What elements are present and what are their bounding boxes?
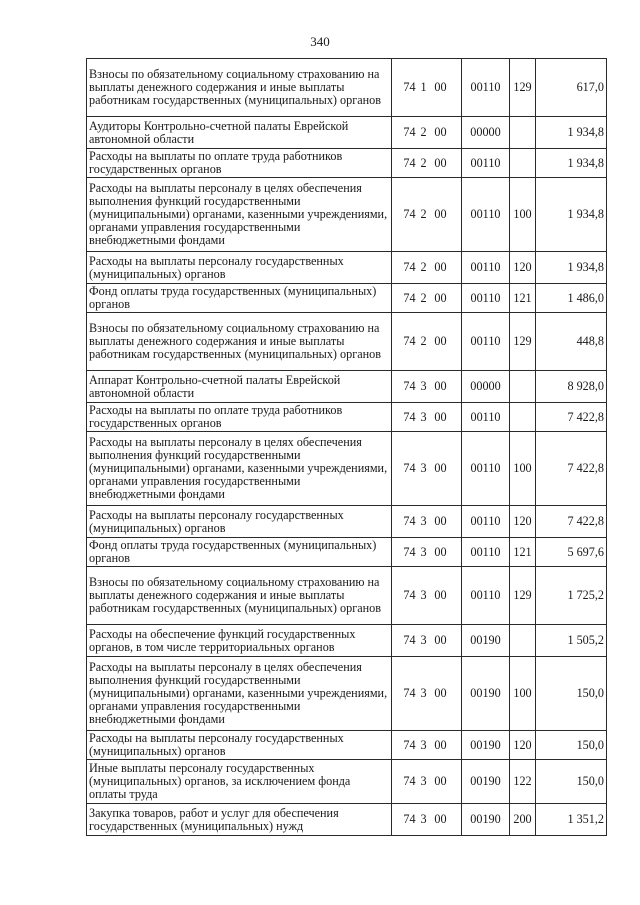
table-row xyxy=(87,760,607,804)
table-row xyxy=(87,313,607,371)
table-row xyxy=(87,178,607,252)
expense-type-cell: 120 xyxy=(510,506,536,538)
program-code-cell xyxy=(392,59,462,117)
table-row xyxy=(87,567,607,625)
budget-table xyxy=(86,58,607,836)
expense-name-cell: Аудиторы Контрольно-счетной палаты Еврейской автономной области xyxy=(87,117,392,149)
expense-type-cell: 129 xyxy=(510,313,536,371)
table-row xyxy=(87,432,607,506)
program-code-part: 00 xyxy=(434,207,447,221)
program-code-cell xyxy=(392,625,462,657)
program-code-part: 74 xyxy=(403,633,416,647)
table-row xyxy=(87,538,607,567)
amount-cell: 1 934,8 xyxy=(536,252,607,284)
program-code-part: 3 xyxy=(420,409,427,424)
program-code-part: 74 xyxy=(403,812,416,826)
amount-cell: 448,8 xyxy=(536,313,607,371)
amount-cell: 7 422,8 xyxy=(536,403,607,432)
expense-type-cell: 120 xyxy=(510,731,536,760)
program-code-cell xyxy=(392,657,462,731)
expense-type-cell: 100 xyxy=(510,178,536,252)
program-code-part: 3 xyxy=(420,514,427,528)
direction-code-cell: 00000 xyxy=(462,117,510,149)
program-code-part: 00 xyxy=(434,379,447,393)
table-row xyxy=(87,117,607,149)
program-code-part: 00 xyxy=(434,334,447,348)
program-code-part: 00 xyxy=(434,125,447,139)
expense-name-cell: Расходы на выплаты персоналу в целях обеспечения выполнения функций государственными (муниципальными) органами, казенными учреждениями, органами управления государственными внебюджетными фондами xyxy=(87,432,392,506)
expense-name-cell: Взносы по обязательному социальному страхованию на выплаты денежного содержания и иные выплаты работникам государственных (муниципальных) органов xyxy=(87,567,392,625)
program-code-part: 2 xyxy=(420,155,427,170)
expense-name-cell: Фонд оплаты труда государственных (муниципальных) органов xyxy=(87,284,392,313)
program-code-part: 74 xyxy=(403,588,416,602)
amount-cell: 1 934,8 xyxy=(536,117,607,149)
program-code-part: 3 xyxy=(420,737,427,752)
amount-cell: 1 725,2 xyxy=(536,567,607,625)
program-code-part: 00 xyxy=(434,737,447,752)
program-code-part: 1 xyxy=(420,80,427,94)
program-code-cell xyxy=(392,371,462,403)
program-code-part: 00 xyxy=(434,260,447,274)
table-row xyxy=(87,657,607,731)
amount-cell: 150,0 xyxy=(536,760,607,804)
expense-type-cell xyxy=(510,625,536,657)
program-code-cell xyxy=(392,117,462,149)
table-row xyxy=(87,731,607,760)
expense-type-cell: 121 xyxy=(510,538,536,567)
expense-name-cell: Фонд оплаты труда государственных (муниципальных) органов xyxy=(87,538,392,567)
program-code-part: 74 xyxy=(403,80,416,94)
direction-code-cell: 00110 xyxy=(462,284,510,313)
direction-code-cell: 00110 xyxy=(462,567,510,625)
program-code-part: 74 xyxy=(403,461,416,475)
program-code-part: 00 xyxy=(434,588,447,602)
program-code-cell xyxy=(392,760,462,804)
expense-name-cell: Расходы на выплаты по оплате труда работников государственных органов xyxy=(87,149,392,178)
table-row xyxy=(87,149,607,178)
direction-code-cell: 00110 xyxy=(462,149,510,178)
expense-name-cell: Взносы по обязательному социальному страхованию на выплаты денежного содержания и иные выплаты работникам государственных (муниципальных) органов xyxy=(87,59,392,117)
amount-cell: 617,0 xyxy=(536,59,607,117)
expense-name-cell: Расходы на выплаты персоналу в целях обеспечения выполнения функций государственными (муниципальными) органами, казенными учреждениями, органами управления государственными внебюджетными фондами xyxy=(87,178,392,252)
program-code-part: 00 xyxy=(434,80,447,94)
expense-name-cell: Расходы на выплаты персоналу в целях обеспечения выполнения функций государственными (муниципальными) органами, казенными учреждениями, органами управления государственными внебюджетными фондами xyxy=(87,657,392,731)
budget-table-body xyxy=(87,59,607,836)
program-code-part: 3 xyxy=(420,588,427,602)
amount-cell: 1 486,0 xyxy=(536,284,607,313)
program-code-part: 00 xyxy=(434,155,447,170)
expense-name-cell: Расходы на выплаты персоналу государственных (муниципальных) органов xyxy=(87,252,392,284)
amount-cell: 8 928,0 xyxy=(536,371,607,403)
table-row xyxy=(87,284,607,313)
expense-name-cell: Расходы на выплаты по оплате труда работников государственных органов xyxy=(87,403,392,432)
direction-code-cell: 00000 xyxy=(462,371,510,403)
direction-code-cell: 00190 xyxy=(462,731,510,760)
table-row xyxy=(87,371,607,403)
expense-type-cell xyxy=(510,117,536,149)
program-code-part: 3 xyxy=(420,812,427,826)
table-row xyxy=(87,252,607,284)
page-number: 340 xyxy=(310,34,330,49)
amount-cell: 7 422,8 xyxy=(536,506,607,538)
program-code-part: 00 xyxy=(434,686,447,700)
program-code-part: 74 xyxy=(403,125,416,139)
amount-cell: 1 351,2 xyxy=(536,804,607,836)
program-code-part: 00 xyxy=(434,544,447,559)
program-code-part: 3 xyxy=(420,379,427,393)
expense-type-cell: 122 xyxy=(510,760,536,804)
program-code-part: 2 xyxy=(420,260,427,274)
table-row xyxy=(87,804,607,836)
program-code-cell xyxy=(392,149,462,178)
program-code-cell xyxy=(392,252,462,284)
program-code-part: 74 xyxy=(403,774,416,788)
amount-cell: 150,0 xyxy=(536,657,607,731)
expense-type-cell: 120 xyxy=(510,252,536,284)
direction-code-cell: 00110 xyxy=(462,538,510,567)
table-row xyxy=(87,625,607,657)
direction-code-cell: 00110 xyxy=(462,432,510,506)
program-code-part: 2 xyxy=(420,125,427,139)
program-code-cell xyxy=(392,284,462,313)
program-code-part: 00 xyxy=(434,812,447,826)
amount-cell: 7 422,8 xyxy=(536,432,607,506)
direction-code-cell: 00190 xyxy=(462,625,510,657)
direction-code-cell: 00110 xyxy=(462,506,510,538)
program-code-part: 00 xyxy=(434,461,447,475)
program-code-part: 3 xyxy=(420,544,427,559)
expense-type-cell xyxy=(510,371,536,403)
program-code-part: 74 xyxy=(403,207,416,221)
program-code-part: 74 xyxy=(403,409,416,424)
program-code-part: 74 xyxy=(403,514,416,528)
table-row xyxy=(87,59,607,117)
program-code-part: 74 xyxy=(403,686,416,700)
program-code-part: 3 xyxy=(420,633,427,647)
expense-type-cell: 129 xyxy=(510,567,536,625)
program-code-part: 00 xyxy=(434,633,447,647)
program-code-part: 2 xyxy=(420,207,427,221)
direction-code-cell: 00190 xyxy=(462,760,510,804)
program-code-part: 00 xyxy=(434,514,447,528)
direction-code-cell: 00110 xyxy=(462,178,510,252)
direction-code-cell: 00190 xyxy=(462,657,510,731)
direction-code-cell: 00110 xyxy=(462,403,510,432)
program-code-cell xyxy=(392,178,462,252)
program-code-part: 74 xyxy=(403,379,416,393)
program-code-part: 74 xyxy=(403,290,416,305)
expense-name-cell: Аппарат Контрольно-счетной палаты Еврейской автономной области xyxy=(87,371,392,403)
expense-type-cell xyxy=(510,403,536,432)
program-code-part: 3 xyxy=(420,774,427,788)
amount-cell: 5 697,6 xyxy=(536,538,607,567)
program-code-part: 00 xyxy=(434,290,447,305)
program-code-cell xyxy=(392,804,462,836)
program-code-cell xyxy=(392,506,462,538)
expense-type-cell: 100 xyxy=(510,432,536,506)
expense-type-cell: 200 xyxy=(510,804,536,836)
table-row xyxy=(87,403,607,432)
expense-name-cell: Расходы на обеспечение функций государственных органов, в том числе территориальных органов xyxy=(87,625,392,657)
program-code-part: 3 xyxy=(420,461,427,475)
program-code-part: 00 xyxy=(434,409,447,424)
program-code-part: 74 xyxy=(403,334,416,348)
direction-code-cell: 00110 xyxy=(462,313,510,371)
direction-code-cell: 00190 xyxy=(462,804,510,836)
table-row xyxy=(87,506,607,538)
program-code-cell xyxy=(392,313,462,371)
amount-cell: 1 505,2 xyxy=(536,625,607,657)
program-code-cell xyxy=(392,731,462,760)
expense-name-cell: Взносы по обязательному социальному страхованию на выплаты денежного содержания и иные выплаты работникам государственных (муниципальных) органов xyxy=(87,313,392,371)
expense-name-cell: Иные выплаты персоналу государственных (муниципальных) органов, за исключением фонда оплаты труда xyxy=(87,760,392,804)
expense-type-cell: 100 xyxy=(510,657,536,731)
program-code-cell xyxy=(392,432,462,506)
program-code-part: 00 xyxy=(434,774,447,788)
direction-code-cell: 00110 xyxy=(462,252,510,284)
direction-code-cell: 00110 xyxy=(462,59,510,117)
program-code-part: 74 xyxy=(403,544,416,559)
program-code-part: 74 xyxy=(403,260,416,274)
program-code-cell xyxy=(392,403,462,432)
program-code-part: 2 xyxy=(420,334,427,348)
program-code-cell xyxy=(392,567,462,625)
amount-cell: 150,0 xyxy=(536,731,607,760)
expense-name-cell: Расходы на выплаты персоналу государственных (муниципальных) органов xyxy=(87,506,392,538)
expense-name-cell: Расходы на выплаты персоналу государственных (муниципальных) органов xyxy=(87,731,392,760)
program-code-part: 74 xyxy=(403,155,416,170)
amount-cell: 1 934,8 xyxy=(536,178,607,252)
expense-type-cell xyxy=(510,149,536,178)
expense-type-cell: 129 xyxy=(510,59,536,117)
amount-cell: 1 934,8 xyxy=(536,149,607,178)
expense-type-cell: 121 xyxy=(510,284,536,313)
expense-name-cell: Закупка товаров, работ и услуг для обеспечения государственных (муниципальных) нужд xyxy=(87,804,392,836)
program-code-part: 74 xyxy=(403,737,416,752)
program-code-part: 3 xyxy=(420,686,427,700)
program-code-part: 2 xyxy=(420,290,427,305)
program-code-cell xyxy=(392,538,462,567)
